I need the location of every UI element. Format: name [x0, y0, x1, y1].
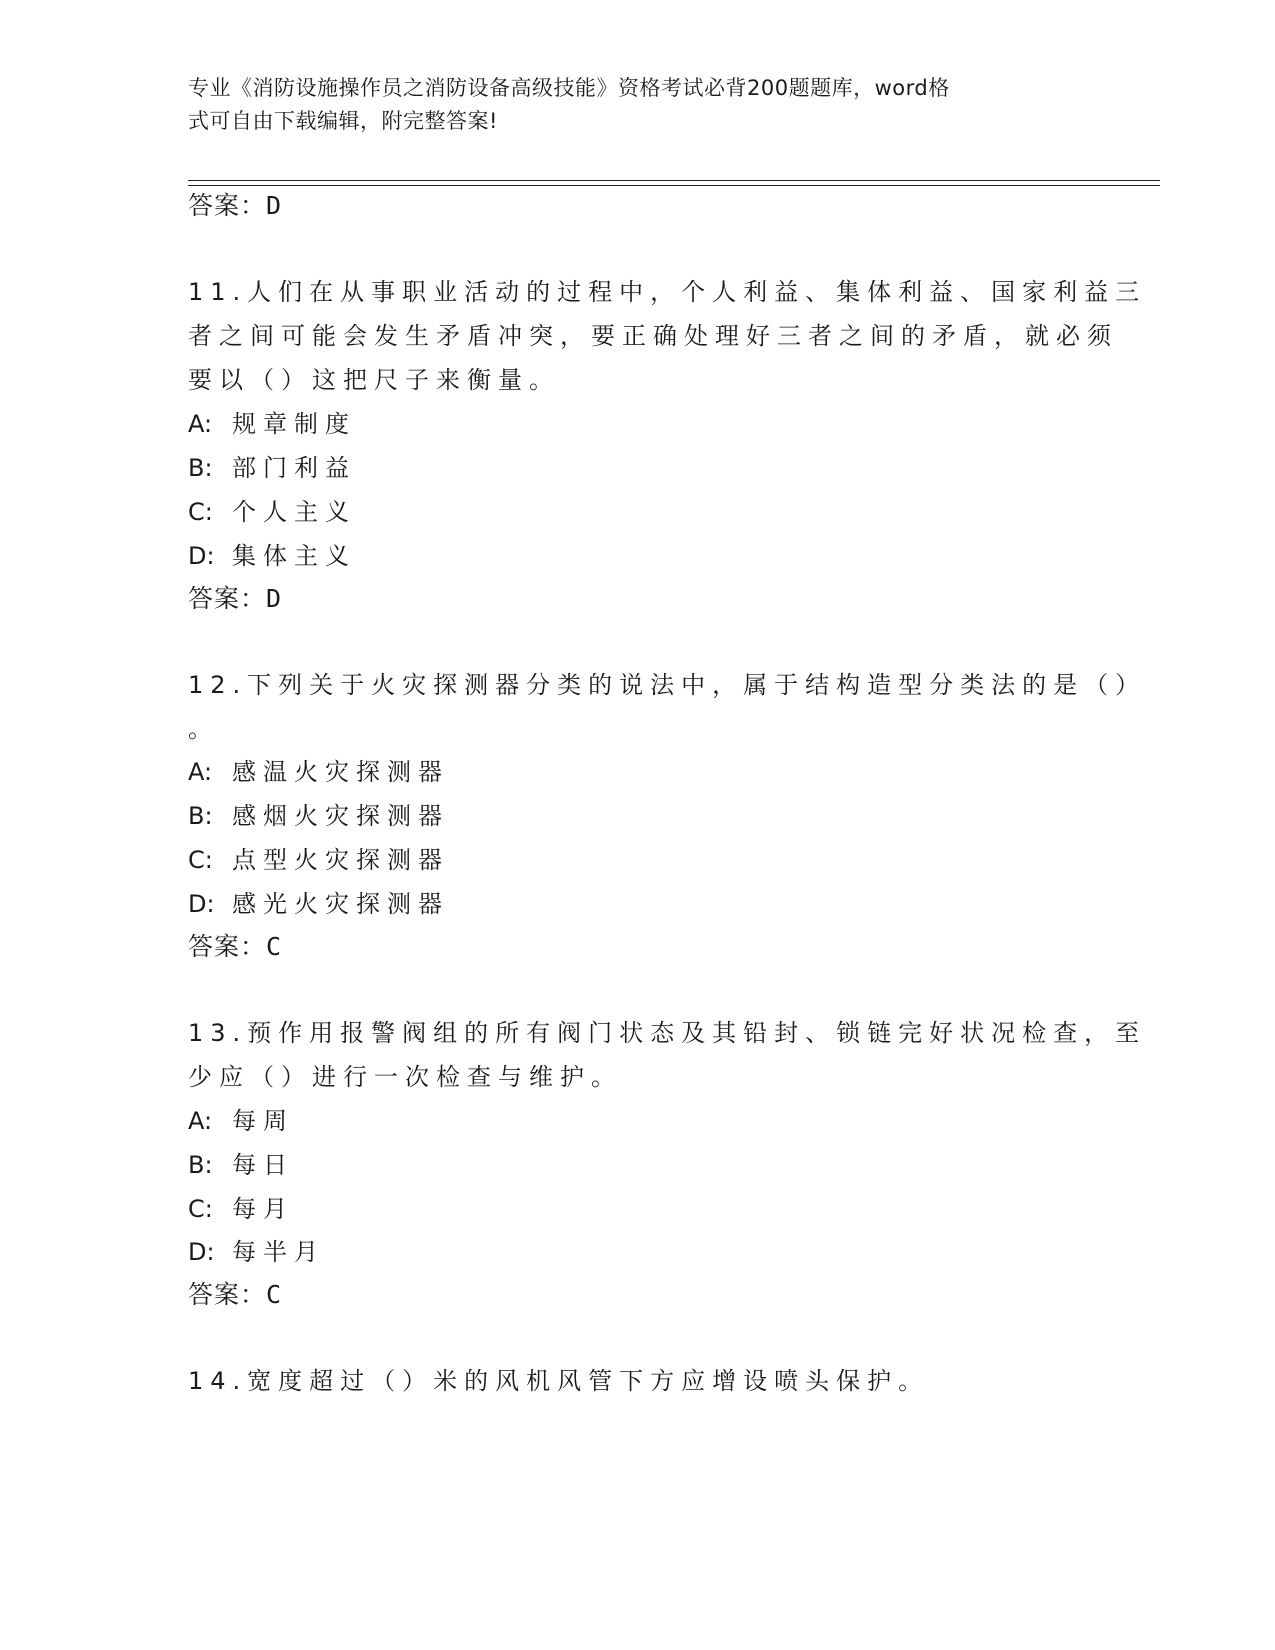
question-13-option-c: [188, 1189, 294, 1224]
option-text: 个人主义: [232, 498, 356, 526]
option-key: D:: [188, 890, 215, 918]
question-13-line-1: 13.预作用报警阀组的所有阀门状态及其铅封、锁链完好状况检查，至: [188, 1019, 1147, 1047]
option-key: C:: [188, 846, 213, 874]
option-key: C:: [188, 1195, 213, 1223]
option-key: D:: [188, 542, 215, 570]
option-text: 部门利益: [232, 454, 356, 482]
answer-value: D: [266, 584, 283, 613]
option-key: A:: [188, 758, 213, 786]
header-divider-top: [188, 180, 1160, 181]
question-13-option-d: [188, 1232, 325, 1267]
question-11-line-3: 要以（）这把尺子来衡量。: [188, 366, 560, 394]
question-11-line-1: 11.人们在从事职业活动的过程中，个人利益、集体利益、国家利益三: [188, 278, 1147, 306]
question-13-option-b: [188, 1145, 294, 1180]
question-11-option-b: [188, 448, 356, 483]
option-text: 感温火灾探测器: [232, 758, 449, 786]
question-12-option-d: [188, 884, 449, 919]
answer-label: 答案：: [188, 1280, 267, 1309]
question-11-answer: [188, 579, 282, 615]
question-12-option-a: [188, 752, 449, 787]
header-divider-bottom: [188, 185, 1160, 186]
question-12-answer: [188, 927, 282, 963]
question-13-line-2: 少应（）进行一次检查与维护。: [188, 1063, 622, 1091]
option-key: C:: [188, 498, 213, 526]
answer-label: 答案：: [188, 584, 267, 613]
question-12-option-b: [188, 796, 449, 831]
option-text: 感烟火灾探测器: [232, 802, 449, 830]
header-line-1: 专业《消防设施操作员之消防设备高级技能》资格考试必背200题题库，word格: [188, 76, 950, 100]
option-key: D:: [188, 1238, 215, 1266]
option-text: 感光火灾探测器: [232, 890, 449, 918]
question-13-answer: [188, 1275, 282, 1311]
question-12-option-c: [188, 840, 449, 875]
option-text: 每周: [232, 1107, 294, 1135]
answer-value: C: [266, 932, 283, 961]
document-header: [188, 72, 1068, 138]
answer-label: 答案：: [188, 932, 267, 961]
option-text: 集体主义: [232, 542, 356, 570]
question-13-option-a: [188, 1101, 294, 1136]
option-text: 每月: [232, 1195, 294, 1223]
question-11-option-c: [188, 492, 356, 527]
question-11-option-a: [188, 404, 356, 439]
question-12-line-2: 。: [188, 715, 219, 743]
option-text: 每日: [232, 1151, 294, 1179]
header-line-2: 式可自由下载编辑，附完整答案!: [188, 109, 498, 133]
question-12-line-1: 12.下列关于火灾探测器分类的说法中，属于结构造型分类法的是（）: [188, 671, 1147, 699]
option-key: B:: [188, 1151, 213, 1179]
option-key: A:: [188, 410, 213, 438]
option-text: 每半月: [232, 1238, 325, 1266]
option-key: A:: [188, 1107, 213, 1135]
option-text: 规章制度: [232, 410, 356, 438]
answer-value: D: [266, 191, 283, 220]
option-text: 点型火灾探测器: [232, 846, 449, 874]
option-key: B:: [188, 454, 213, 482]
question-14-line-1: 14.宽度超过（）米的风机风管下方应增设喷头保护。: [188, 1367, 930, 1395]
question-11-line-2: 者之间可能会发生矛盾冲突，要正确处理好三者之间的矛盾，就必须: [188, 322, 1118, 350]
question-11-option-d: [188, 536, 356, 571]
answer-line: [188, 186, 282, 222]
answer-value: C: [266, 1280, 283, 1309]
option-key: B:: [188, 802, 213, 830]
answer-label: 答案：: [188, 191, 267, 220]
